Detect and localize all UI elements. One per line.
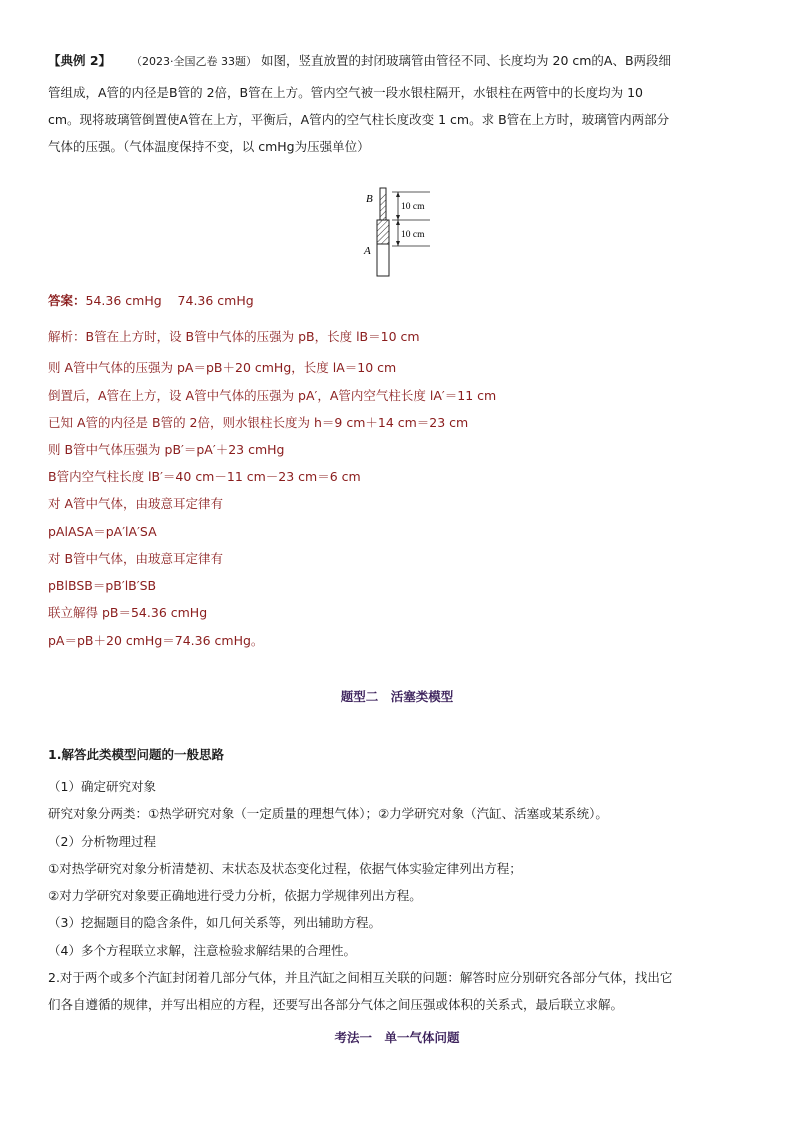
method-heading: 1.解答此类模型问题的一般思路 bbox=[48, 747, 224, 762]
label-b: B bbox=[366, 193, 373, 205]
answer-value: 54.36 cmHg 74.36 cmHg bbox=[85, 293, 254, 308]
label-a: A bbox=[364, 245, 371, 257]
example-tag: 【典例 2】 bbox=[48, 53, 112, 68]
method-line: ①对热学研究对象分析清楚初、末状态及状态变化过程，依据气体实验定律列出方程； bbox=[48, 861, 522, 876]
example-line-1 bbox=[48, 52, 671, 71]
method-line: （1）确定研究对象 bbox=[48, 779, 156, 794]
solution-line: 则 B管中气体压强为 pB′＝pA′＋23 cmHg bbox=[48, 442, 285, 457]
solution-line: pBlBSB＝pB′lB′SB bbox=[48, 578, 157, 593]
mercury-b bbox=[380, 194, 386, 222]
example-source: （2023·全国乙卷 33题） bbox=[131, 55, 258, 68]
solution-line: 对 A管中气体，由玻意耳定律有 bbox=[48, 496, 224, 511]
method-line: 2.对于两个或多个汽缸封闭着几部分气体，并且汽缸之间相互关联的问题：解答时应分别研究各部分气体，找出它 bbox=[48, 970, 673, 985]
example-line-4: 气体的压强。（气体温度保持不变，以 cmHg为压强单位） bbox=[48, 139, 370, 154]
dim-bottom: 10 cm bbox=[401, 230, 425, 240]
method-line: ②对力学研究对象要正确地进行受力分析，依据力学规律列出方程。 bbox=[48, 888, 422, 903]
solution-line: 则 A管中气体的压强为 pA＝pB＋20 cmHg，长度 lA＝10 cm bbox=[48, 360, 397, 375]
solution-line: 对 B管中气体，由玻意耳定律有 bbox=[48, 551, 224, 566]
example-line-2: 管组成，A管的内径是B管的 2倍，B管在上方。管内空气被一段水银柱隔开，水银柱在两管中的长度均为 10 bbox=[48, 85, 644, 100]
solution-line: 联立解得 pB＝54.36 cmHg bbox=[48, 605, 208, 620]
example-line-3: cm。现将玻璃管倒置使A管在上方，平衡后，A管内的空气柱长度改变 1 cm。求 B管在上方时，玻璃管内两部分 bbox=[48, 112, 670, 127]
solution-line: 已知 A管的内径是 B管的 2倍，则水银柱长度为 h＝9 cm＋14 cm＝23 cm bbox=[48, 415, 469, 430]
solution-line: pAlASA＝pA′lA′SA bbox=[48, 524, 157, 539]
solution-line: B管内空气柱长度 lB′＝40 cm－11 cm－23 cm＝6 cm bbox=[48, 469, 361, 484]
section-title: 题型二 活塞类模型 bbox=[340, 689, 454, 704]
example-text-1: 如图，竖直放置的封闭玻璃管由管径不同、长度均为 20 cm的A、B两段细 bbox=[261, 53, 672, 68]
answer-line bbox=[48, 292, 254, 310]
method-line: （4）多个方程联立求解，注意检验求解结果的合理性。 bbox=[48, 943, 356, 958]
dim-top: 10 cm bbox=[401, 202, 425, 212]
solution-line: 解析：B管在上方时，设 B管中气体的压强为 pB，长度 lB＝10 cm bbox=[48, 329, 420, 344]
subsection-title: 考法一 单一气体问题 bbox=[334, 1030, 460, 1045]
method-line: 研究对象分两类：①热学研究对象（一定质量的理想气体）；②力学研究对象（汽缸、活塞或某系统）。 bbox=[48, 806, 608, 821]
tube-diagram bbox=[360, 180, 450, 280]
mercury-a bbox=[377, 220, 389, 244]
method-line: 们各自遵循的规律，并写出相应的方程，还要写出各部分气体之间压强或体积的关系式，最后联立求解。 bbox=[48, 997, 624, 1012]
solution-line: pA＝pB＋20 cmHg＝74.36 cmHg。 bbox=[48, 633, 264, 648]
answer-label: 答案： bbox=[48, 293, 86, 308]
method-line: （3）挖掘题目的隐含条件，如几何关系等，列出辅助方程。 bbox=[48, 915, 381, 930]
method-line: （2）分析物理过程 bbox=[48, 834, 156, 849]
solution-line: 倒置后，A管在上方，设 A管中气体的压强为 pA′，A管内空气柱长度 lA′＝11 cm bbox=[48, 388, 497, 403]
